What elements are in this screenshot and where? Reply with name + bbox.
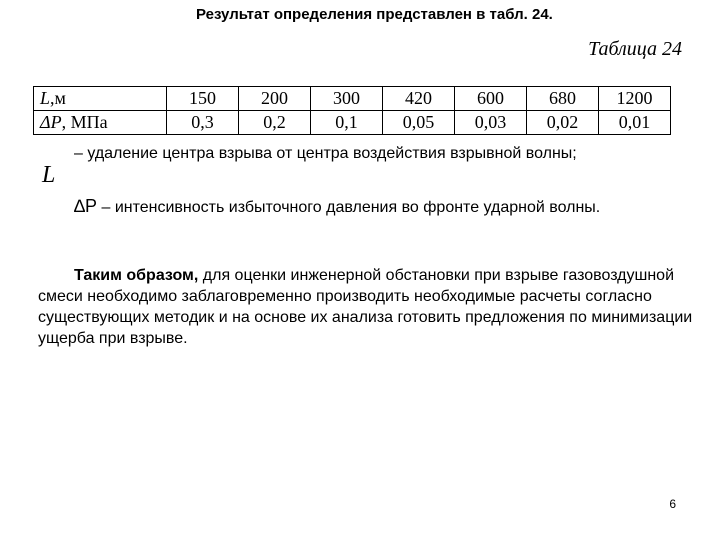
table-cell: 0,03 [455,111,527,135]
table-cell: 0,2 [239,111,311,135]
page-number: 6 [669,497,676,511]
conclusion-text: для оценки инженерной обстановки при взрыве газовоздушной смеси необходимо заблаговременно производить необходимые расчеты согласно существующих методик и на основе их анализа готовить предложения по минимизации ущерба при взрыве. [38,267,693,347]
delta-p-symbol: ∆P [74,196,98,216]
table-cell: 0,1 [311,111,383,135]
definition-pressure [38,196,698,218]
table-cell: 680 [527,87,599,111]
pressure-symbol: ΔP [40,112,62,132]
row-header-distance [34,87,167,111]
distance-symbol: L [40,88,51,108]
table-cell: 0,01 [599,111,671,135]
table-cell: 0,02 [527,111,599,135]
heading-text: Результат определения представлен в табл. 24. [196,6,553,23]
conclusion-bold: Таким образом, [74,267,199,284]
table-cell: 150 [167,87,239,111]
table-cell: 600 [455,87,527,111]
table-cell: 200 [239,87,311,111]
distance-unit: ,м [50,88,66,108]
definition-distance: – удаление центра взрыва от центра воздействия взрывной волны; [74,145,577,162]
table-cell: 1200 [599,87,671,111]
row-header-pressure [34,111,167,135]
table-cell: 420 [383,87,455,111]
pressure-unit: , МПа [61,112,108,132]
conclusion-paragraph [38,265,698,349]
table-row-distance [34,87,671,111]
table-cell: 300 [311,87,383,111]
table-caption: Таблица 24 [588,38,682,60]
definition-pressure-text: – интенсивность избыточного давления во фронте ударной волны. [97,199,601,216]
data-table [33,86,671,135]
table-row-pressure [34,111,671,135]
distance-symbol-large: L [42,162,56,188]
table-cell: 0,3 [167,111,239,135]
table-cell: 0,05 [383,111,455,135]
